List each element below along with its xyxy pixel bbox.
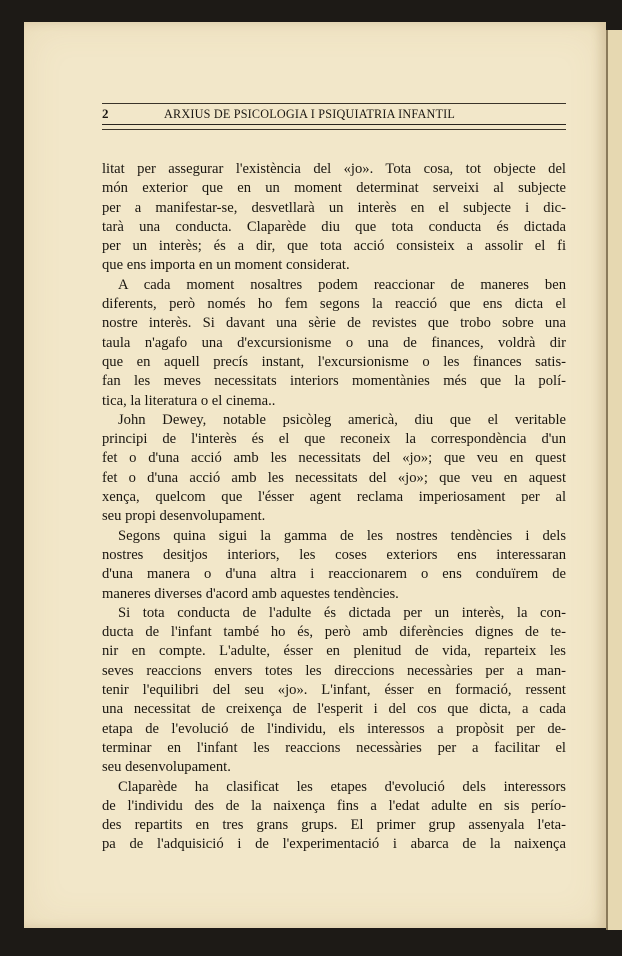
text-line: tarà una conducta. Claparède diu que tota conducta és dictada bbox=[102, 218, 566, 235]
text-line: nir en compte. L'adulte, ésser en plenitud de vida, reparteix les bbox=[102, 643, 566, 660]
text-line: pa de l'adquisició i de l'experimentació i abarca de la naixença bbox=[102, 836, 566, 853]
body-text bbox=[102, 160, 566, 855]
text-line: tenir l'equilibri del seu «jo». L'infant, ésser en formació, ressent bbox=[102, 682, 566, 699]
text-line: d'una manera o d'una altra i reaccionarem o ens conduïrem de bbox=[102, 566, 566, 583]
text-line: xença, quelcom que l'ésser agent reclama imperiosament per al bbox=[102, 489, 566, 506]
text-line: una necessitat de creixença de l'esperit i del cos que dicta, a cada bbox=[102, 701, 566, 718]
running-title: ARXIUS DE PSICOLOGIA I PSIQUIATRIA INFANTIL bbox=[164, 107, 456, 121]
text-line: litat per assegurar l'existència del «jo». Tota cosa, tot objecte del bbox=[102, 161, 566, 177]
text-line: fan les meves necessitats interiors momentànies més que la polí- bbox=[102, 373, 566, 390]
text-line: A cada moment nosaltres podem reaccionar de maneres ben bbox=[118, 276, 566, 293]
text-line: que en aquell precís instant, l'excursionisme o les finances satis- bbox=[102, 353, 566, 370]
text-line: seu propi desenvolupament. bbox=[102, 508, 266, 525]
text-line: Segons quina sigui la gamma de les nostres tendències i dels bbox=[118, 527, 566, 544]
header-rule-bottom bbox=[102, 124, 566, 130]
text-line: diferents, però només ho fem segons la reacció que ens dicta el bbox=[102, 296, 566, 313]
text-line: Si tota conducta de l'adulte és dictada per un interès, la con- bbox=[118, 604, 566, 621]
text-line: nostres desitjos interiors, les coses exteriors ens interessaran bbox=[102, 546, 566, 563]
text-line: per a manifestar-se, desvetllarà un interès en el subjecte i dic- bbox=[102, 199, 566, 216]
text-line: nostre interès. Si davant una sèrie de revistes que trobo sobre una bbox=[102, 315, 566, 332]
text-line: fet o d'una acció amb les necessitats del «jo»; que veu en quest bbox=[102, 450, 566, 467]
text-line: de l'individu des de la naixença fins a l'edat adulte en sis perío- bbox=[102, 797, 566, 814]
text-line: des repartits en tres grans grups. El primer grup assenyala l'eta- bbox=[102, 817, 566, 834]
text-line: fet o d'una acció amb les necessitats del «jo»; que veu en aquest bbox=[102, 469, 566, 486]
text-line: taula n'agafo una d'excursionisme o una de finances, voldrà dir bbox=[102, 334, 566, 351]
text-line: tica, la literatura o el cinema.. bbox=[102, 392, 276, 409]
text-line: John Dewey, notable psicòleg americà, diu que el veritable bbox=[118, 411, 566, 428]
page-header bbox=[102, 104, 566, 124]
adjacent-page-edge bbox=[606, 30, 622, 930]
text-line: per un interès; és a dir, que tota acció consisteix a assolir el fi bbox=[102, 238, 566, 255]
text-line: principi de l'interès és el que reconeix la correspondència d'un bbox=[102, 431, 566, 448]
text-line: ducta de l'infant també ho és, però amb diferències dignes de te- bbox=[102, 624, 566, 641]
text-line: seu desenvolupament. bbox=[102, 759, 231, 776]
page-number: 2 bbox=[102, 106, 109, 121]
text-line: maneres diverses d'acord amb aquestes tendències. bbox=[102, 585, 399, 602]
text-line: món exterior que en un moment determinat serveixi al subjecte bbox=[102, 180, 566, 197]
text-line: que ens importa en un moment considerat. bbox=[102, 257, 350, 274]
text-line: terminar en l'infant les reaccions necessàries per a facilitar el bbox=[102, 739, 566, 756]
text-line: etapa de l'evolució de l'individu, els interessos a propòsit per de- bbox=[102, 720, 566, 737]
text-line: Claparède ha clasificat les etapes d'evolució dels interessors bbox=[118, 778, 566, 795]
text-line: seves reaccions envers totes les direccions necessàries per a man- bbox=[102, 662, 566, 679]
